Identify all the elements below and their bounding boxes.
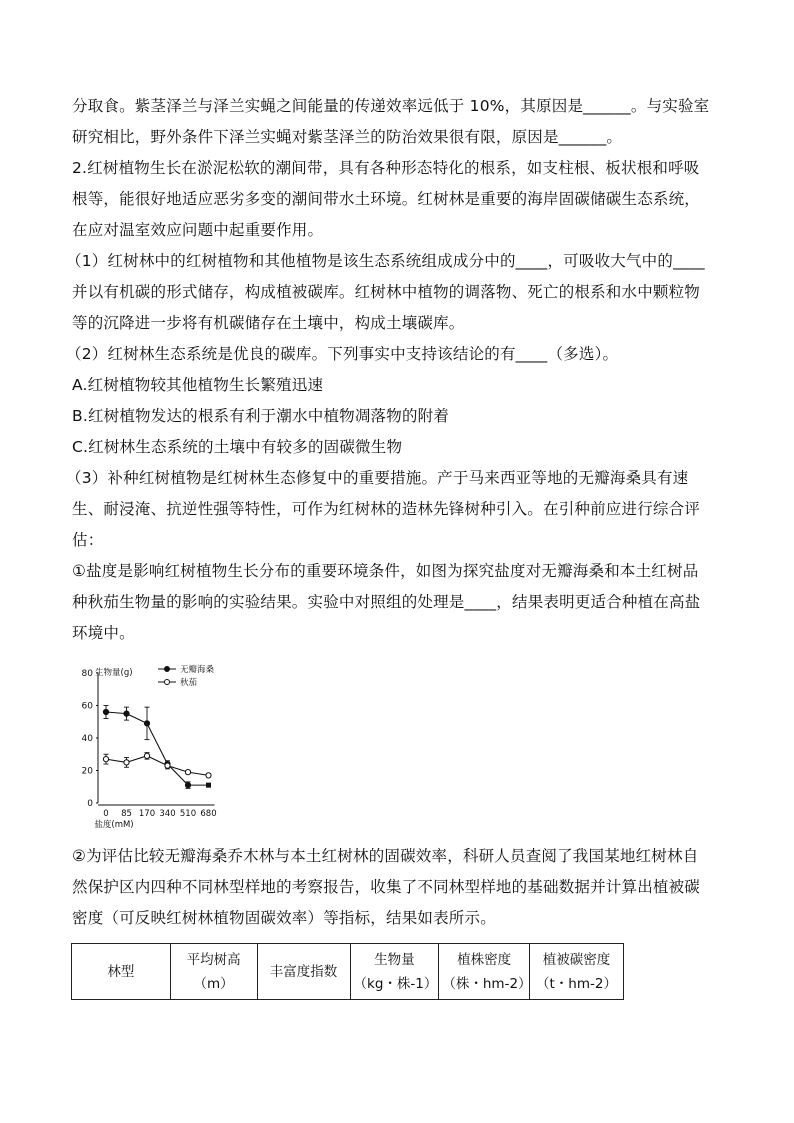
y-tick-label: 60 (81, 701, 93, 712)
salinity-biomass-chart (66, 655, 236, 840)
text-line: 2.红树植物生长在淤泥松软的潮间带，具有各种形态特化的根系，如支柱根、板状根和呼吸 (72, 159, 700, 177)
text-line: 等的沉降进一步将有机碳储存在土壤中，构成土壤碳库。 (72, 314, 465, 332)
text-line: 然保护区内四种不同林型样地的考察报告，收集了不同林型样地的基础数据并计算出植被碳 (72, 878, 701, 896)
data-point (144, 721, 149, 726)
data-point (206, 773, 211, 778)
forest-type-table (71, 943, 624, 1000)
text-line: 密度（可反映红树林植物固碳效率）等指标，结果如表所示。 (72, 909, 496, 927)
legend-label: 无瓣海桑 (180, 665, 215, 675)
text-line: ①盐度是影响红树植物生长分布的重要环境条件，如图为探究盐度对无瓣海桑和本土红树品 (72, 562, 699, 580)
text-line: ②为评估比较无瓣海桑乔木林与本土红树林的固碳效率，科研人员查阅了我国某地红树林自 (72, 847, 699, 865)
x-axis-label: 盐度(mM) (94, 820, 134, 830)
series-line (106, 756, 209, 776)
x-tick-label: 680 (200, 809, 217, 819)
text-line: 生、耐浸淹、抗逆性强等特性，可作为红树林的造林先锋树种引入。在引种前应进行综合评 (72, 500, 701, 518)
x-tick-label: 0 (103, 809, 109, 819)
text-line: （1）红树林中的红树植物和其他植物是该生态系统组成成分中的____，可吸收大气中的____ (66, 252, 705, 270)
text-line: 估： (72, 531, 104, 549)
text-line: 在应对温室效应问题中起重要作用。 (72, 221, 324, 239)
text-line: C.红树林生态系统的土壤中有较多的固碳微生物 (72, 438, 403, 456)
x-tick-label: 340 (159, 809, 176, 819)
data-point (144, 753, 149, 758)
table-header-cell: 植被碳密度 （t・hm-2） (529, 944, 623, 1000)
text-line: A.红树植物较其他植物生长繁殖迅速 (72, 376, 324, 394)
x-tick-label: 85 (121, 809, 132, 819)
data-point (185, 770, 190, 775)
data-point (165, 763, 170, 768)
text-line: （3）补种红树植物是红树林生态修复中的重要措施。产于马来西亚等地的无瓣海桑具有速 (66, 469, 689, 487)
text-line: 研究相比，野外条件下泽兰实蝇对紫茎泽兰的防治效果很有限，原因是______。 (72, 128, 623, 146)
text-line: 根等，能很好地适应恶劣多变的潮间带水土环境。红树林是重要的海岸固碳储碳生态系统， (72, 190, 701, 208)
series-line (106, 712, 209, 785)
text-line: 环境中。 (72, 624, 135, 642)
data-point (124, 760, 129, 765)
text-line: 分取食。紫茎泽兰与泽兰实蝇之间能量的传递效率远低于 10%，其原因是______。与实验室 (72, 97, 710, 115)
table-header-cell: 林型 (72, 944, 171, 1000)
legend-label: 秋茄 (180, 678, 198, 688)
text-line: B.红树植物发达的根系有利于潮水中植物凋落物的附着 (72, 407, 450, 425)
table-header-cell: 植株密度 （株・hm-2） (439, 944, 530, 1000)
data-point (103, 757, 108, 762)
x-tick-label: 170 (138, 809, 156, 819)
line-chart-svg (66, 655, 236, 840)
data-point (124, 711, 129, 716)
y-tick-label: 0 (87, 799, 93, 809)
y-tick-label: 20 (81, 766, 93, 777)
legend-marker (165, 680, 170, 685)
text-line: （2）红树林生态系统是优良的碳库。下列事实中支持该结论的有____（多选）。 (66, 345, 619, 363)
text-line: 种秋茄生物量的影响的实验结果。实验中对照组的处理是____，结果表明更适合种植在高盐 (72, 593, 701, 611)
text-line: 并以有机碳的形式储存，构成植被碳库。红树林中植物的调落物、死亡的根系和水中颗粒物 (72, 283, 701, 301)
data-point (185, 783, 190, 788)
table-header-row (72, 944, 624, 1000)
y-tick-label: 40 (81, 734, 93, 744)
legend-marker (165, 667, 170, 672)
y-tick-label: 80 (81, 669, 93, 679)
table-header-cell: 生物量 （kg・株-1） (350, 944, 439, 1000)
table-header-cell: 平均树高 （m） (170, 944, 257, 1000)
data-point (103, 709, 108, 714)
table-header-cell: 丰富度指数 (257, 944, 350, 1000)
x-tick-label: 510 (179, 809, 197, 819)
data-point (206, 783, 211, 788)
y-axis-label: 生物量(g) (95, 668, 133, 678)
